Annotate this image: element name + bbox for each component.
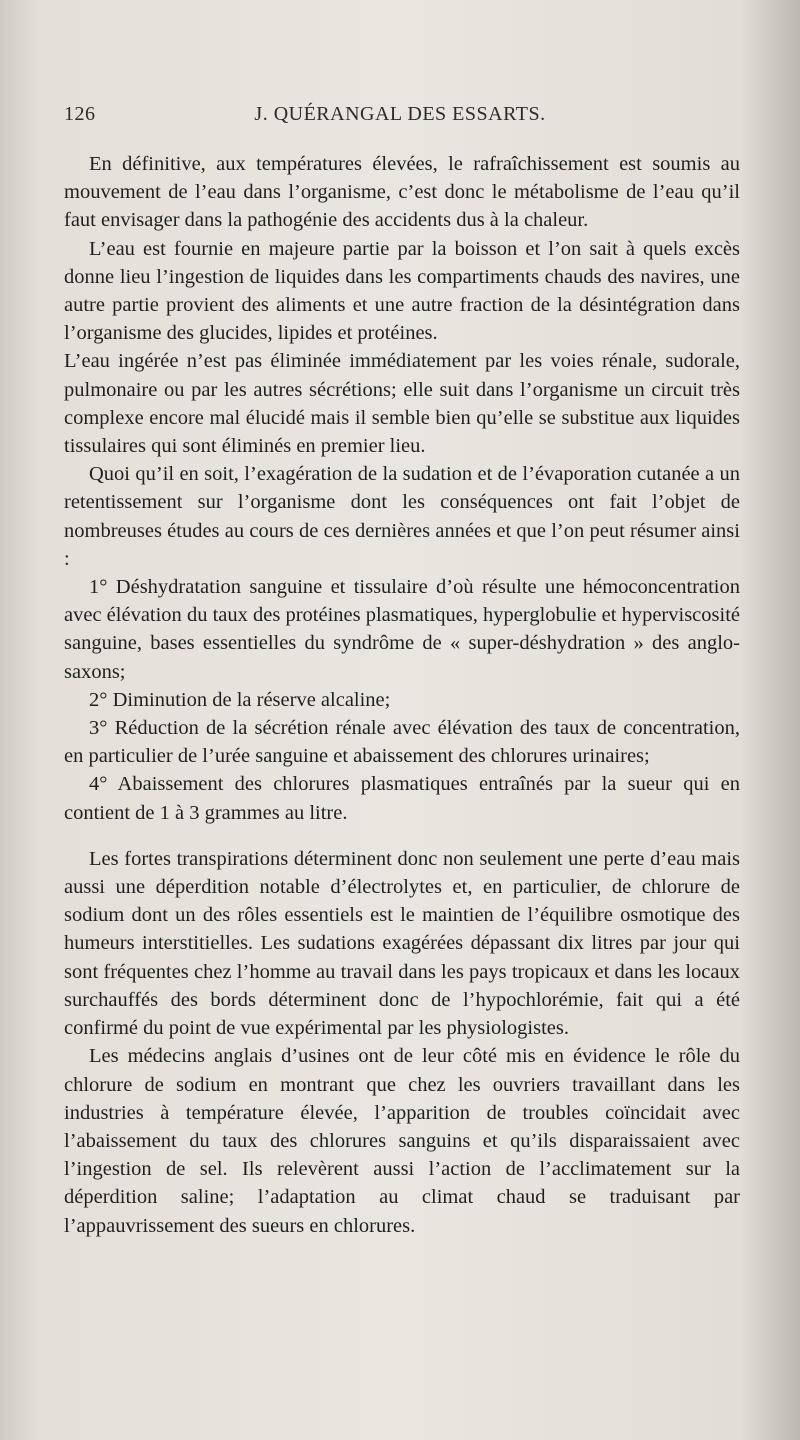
paragraph-definitive: En définitive, aux températures élevées, le rafraîchissement est soumis au mouvement de l’eau dans l’organisme, c’est donc le métabolisme de l’eau qu’il faut envisager dans la pathogénie des accidents dus à la chaleur.	[64, 153, 740, 232]
list-item-1: 1° Déshydratation sanguine et tissulaire d’où résulte une hémoconcentration avec élévation du taux des protéines plasmatiques, hyperglobulie et hyperviscosité sanguine, bases essentielles du syndrôme de « super-déshydration » des anglo-saxons;	[64, 576, 740, 683]
list-item-2: 2° Diminution de la réserve alcaline;	[89, 688, 391, 711]
list-item-3: 3° Réduction de la sécrétion rénale avec élévation des taux de concentration, en particulier de l’urée sanguine et abaissement des chlorures urinaires;	[64, 717, 740, 768]
paragraph-water-sources: L’eau est fournie en majeure partie par la boisson et l’on sait à quels excès donne lieu l’ingestion de liquides dans les compartiments chauds des navires, une autre partie provient des aliments et une autre fraction de la désintégration dans l’organisme des glucides, lipides et protéines.	[64, 237, 740, 345]
running-title: J. QUÉRANGAL DES ESSARTS.	[254, 103, 546, 125]
paragraph-water-elimination: L’eau ingérée n’est pas éliminée immédiatement par les voies rénale, sudorale, pulmonaire ou par les autres sécrétions; elle suit dans l’organisme un circuit très complexe encore mal élucidé mais il semble bien qu’elle se substitue aux liquides tissulaires qui sont éliminés en premier lieu.	[64, 350, 740, 458]
page-number: 126	[64, 103, 96, 125]
list-item-4: 4° Abaissement des chlorures plasmatiques entraînés par la sueur qui en contient de 1 à 3 grammes au litre.	[64, 773, 740, 824]
body-text	[64, 150, 740, 1240]
paragraph-english-doctors: Les médecins anglais d’usines ont de leur côté mis en évidence le rôle du chlorure de sodium en montrant que chez les ouvriers travaillant dans les industries à température élevée, l’apparition de troubles coïncidait avec l’abaissement du taux des chlorures sanguins et qu’ils disparaissaient avec l’ingestion de sel. Ils relevèrent aussi l’action de l’acclimatement sur la déperdition saline; l’adaptation au climat chaud se traduisant par l’appauvrissement des sueurs en chlorures.	[64, 1045, 740, 1237]
paragraph-transpirations: Les fortes transpirations déterminent donc non seulement une perte d’eau mais aussi une déperdition notable d’électrolytes et, en particulier, de chlorure de sodium dont un des rôles essentiels est le maintien de l’équilibre osmotique des humeurs interstitielles. Les sudations exagérées dépassant dix litres par jour qui sont fréquentes chez l’homme au travail dans les pays tropicaux et dans les locaux surchauffés des bords déterminent donc de l’hypochlorémie, fait qui a été confirmé du point de vue expérimental par les physiologistes.	[64, 847, 740, 1040]
running-header	[64, 103, 736, 133]
paragraph-consequences: Quoi qu’il en soit, l’exagération de la sudation et de l’évaporation cutanée a un retentissement sur l’organisme dont les conséquences ont fait l’objet de nombreuses études au cours de ces dernières années et que l’on peut résumer ainsi :	[64, 463, 740, 570]
